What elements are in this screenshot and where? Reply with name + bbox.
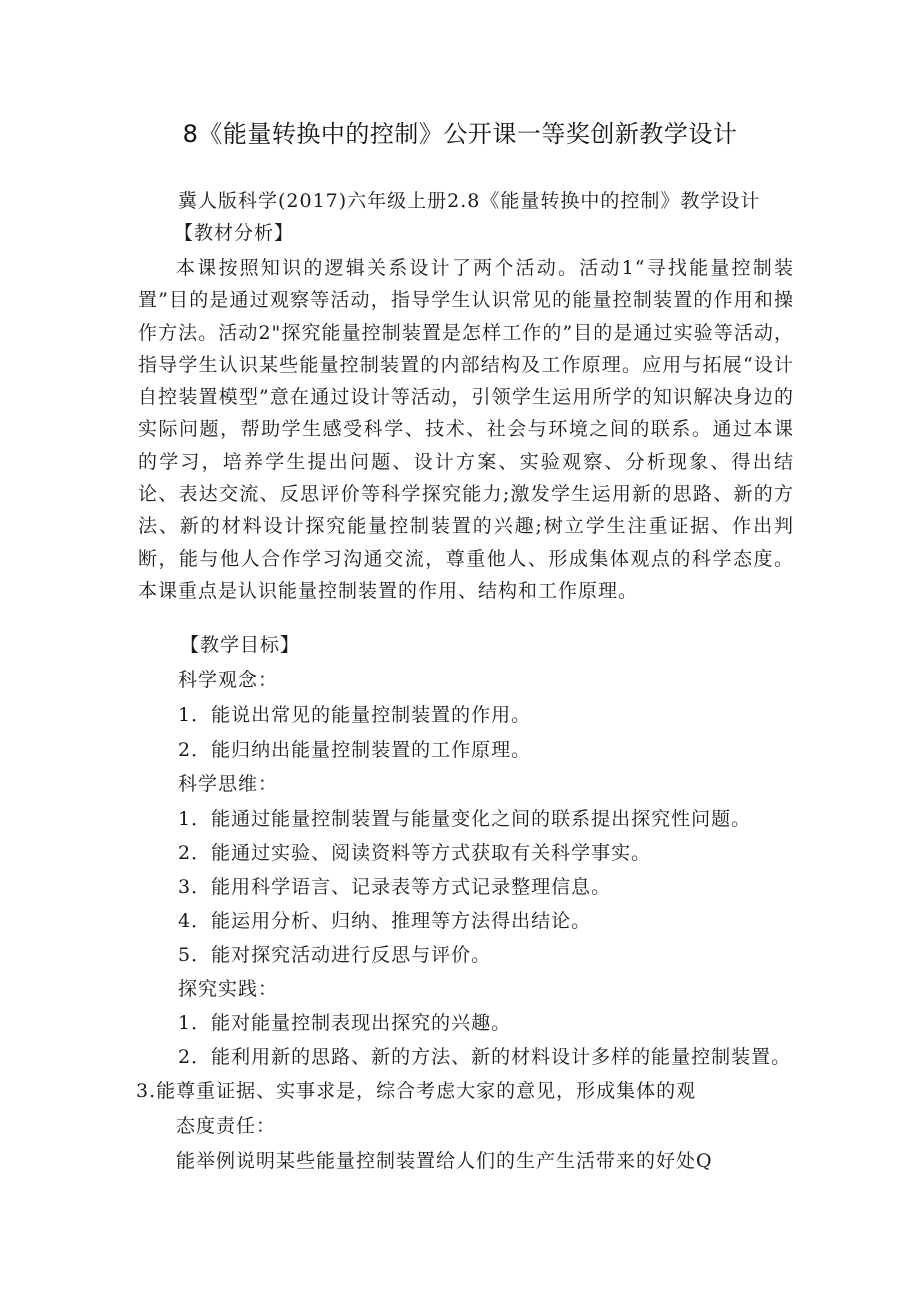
- document-title: 8《能量转换中的控制》公开课一等奖创新教学设计: [182, 120, 738, 148]
- list-item: 1．能说出常见的能量控制装置的作用。: [178, 704, 532, 726]
- list-item: 3．能用科学语言、记录表等方式记录整理信息。: [178, 876, 612, 898]
- list-item: 能举例说明某些能量控制装置给人们的生产生活带来的好处Q: [176, 1150, 713, 1172]
- list-item: 4．能运用分析、归纳、推理等方法得出结论。: [178, 910, 592, 932]
- material-analysis-paragraph: 本课按照知识的逻辑关系设计了两个活动。活动1“寻找能量控制装置”目的是通过观察等活动，指导学生认识常见的能量控制装置的作用和操作方法。活动2"探究能量控制装置是怎样工作的”目的是通过实验等活动，指导学生认识某些能量控制装置的内部结构及工作原理。应用与拓展“设计自控装置模型”意在通过设计等活动，引领学生运用所学的知识解决身边的实际问题，帮助学生感受科学、技术、社会与环境之间的联系。通过本课的学习，培养学生提出问题、设计方案、实验观察、分析现象、得出结论、表达交流、反思评价等科学探究能力;激发学生运用新的思路、新的方法、新的材料设计探究能量控制装置的兴趣;树立学生注重证据、作出判断，能与他人合作学习沟通交流，尊重他人、形成集体观点的科学态度。本课重点是认识能量控制装置的作用、结构和工作原理。: [138, 257, 794, 602]
- list-item: 1．能对能量控制表现出探究的兴趣。: [178, 1012, 512, 1034]
- section-heading-material-analysis: 【教材分析】: [174, 222, 295, 244]
- inquiry-practice-heading: 探究实践：: [178, 978, 279, 1000]
- science-concept-heading: 科学观念：: [178, 669, 279, 691]
- section-heading-teaching-goals: 【教学目标】: [180, 634, 301, 656]
- list-item: 2．能通过实验、阅读资料等方式获取有关科学事实。: [178, 842, 652, 864]
- science-thinking-heading: 科学思维：: [178, 773, 279, 795]
- document-subtitle: 冀人版科学(2017)六年级上册2.8《能量转换中的控制》教学设计: [178, 190, 761, 212]
- list-item: 5．能对探究活动进行反思与评价。: [178, 944, 492, 966]
- list-item: 2．能利用新的思路、新的方法、新的材料设计多样的能量控制装置。: [178, 1046, 792, 1068]
- list-item: 1．能通过能量控制装置与能量变化之间的联系提出探究性问题。: [178, 808, 752, 830]
- list-item: 2．能归纳出能量控制装置的工作原理。: [178, 739, 532, 761]
- attitude-responsibility-heading: 态度责任：: [176, 1115, 277, 1137]
- list-item: 3.能尊重证据、实事求是，综合考虑大家的意见，形成集体的观: [136, 1080, 697, 1102]
